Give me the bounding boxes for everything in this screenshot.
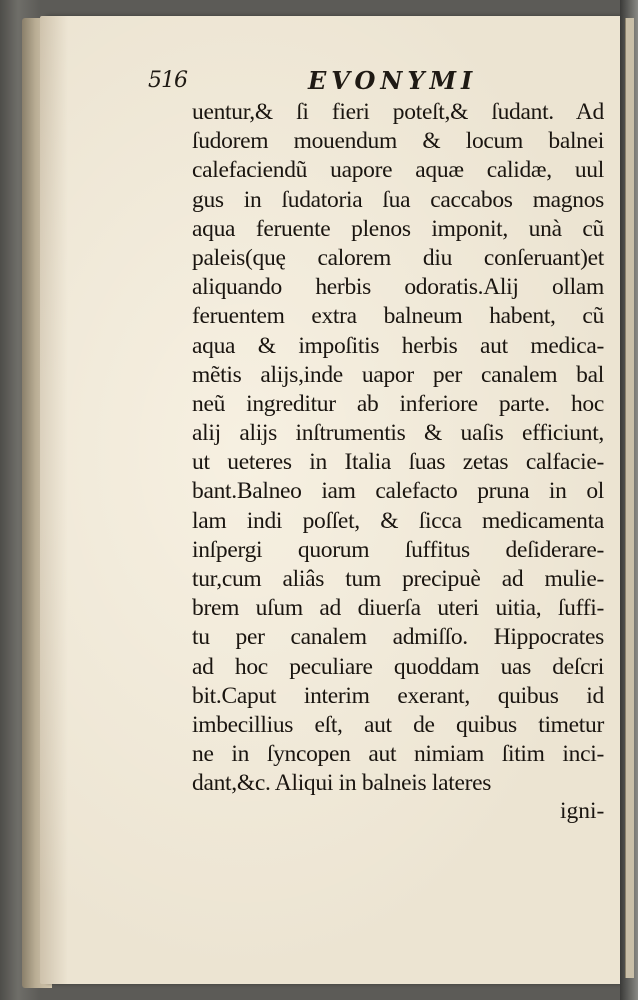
text-line: neũ ingreditur ab inferiore parte. hoc: [192, 390, 604, 417]
text-line: inſpergi quorum ſuffitus deſiderare-: [192, 536, 604, 563]
running-head: EVONYMI: [308, 66, 478, 95]
text-line: ut ueteres in Italia ſuas zetas calfacie-: [192, 449, 604, 476]
text-line: brem uſum ad diuerſa uteri uitia, ſuffi-: [192, 595, 604, 622]
text-line: feruentem extra balneum habent, cũ: [192, 303, 604, 330]
text-line: dant,&c. Aliqui in balneis lateres: [192, 770, 492, 797]
text-line: alij alijs inſtrumentis & uaſis efficiunt,: [192, 420, 604, 447]
text-line: ad hoc peculiare quoddam uas deſcri: [192, 653, 604, 680]
text-line: lam indi poſſet, & ſicca medicamenta: [192, 507, 604, 534]
text-line: aqua & impoſitis herbis aut medica-: [192, 332, 604, 359]
text-line: imbecillius eſt, aut de quibus timetur: [192, 711, 604, 738]
text-line: ne in ſyncopen aut nimiam ſitim inci-: [192, 741, 604, 768]
text-line: aqua feruente plenos imponit, unà cũ: [192, 215, 604, 242]
page-number: 516: [148, 68, 187, 93]
text-line: gus in ſudatoria ſua caccabos magnos: [192, 186, 604, 213]
text-line: calefaciendũ uapore aquæ calidæ, uul: [192, 157, 604, 184]
text-line: tu per canalem admiſſo. Hippocrates: [192, 624, 604, 651]
page-header: [148, 64, 488, 100]
text-line: bant.Balneo iam calefacto pruna in ol: [192, 478, 604, 505]
text-line: mẽtis alijs,inde uapor per canalem bal: [192, 361, 604, 388]
text-line: uentur,& ſi fieri poteſt,& ſudant. Ad: [192, 99, 604, 125]
catchword: igni-: [560, 798, 605, 824]
text-line: bit.Caput interim exerant, quibus id: [192, 682, 604, 709]
text-line: aliquando herbis odoratis.Alij ollam: [192, 274, 604, 301]
body-text: [192, 98, 604, 799]
text-line: ſudorem mouendum & locum balnei: [192, 128, 604, 155]
page-edge-strip: [625, 18, 634, 978]
text-line: paleis(quę calorem diu conſeruant)et: [192, 244, 604, 271]
text-line: tur,cum aliâs tum precipuè ad mulie-: [192, 566, 604, 592]
